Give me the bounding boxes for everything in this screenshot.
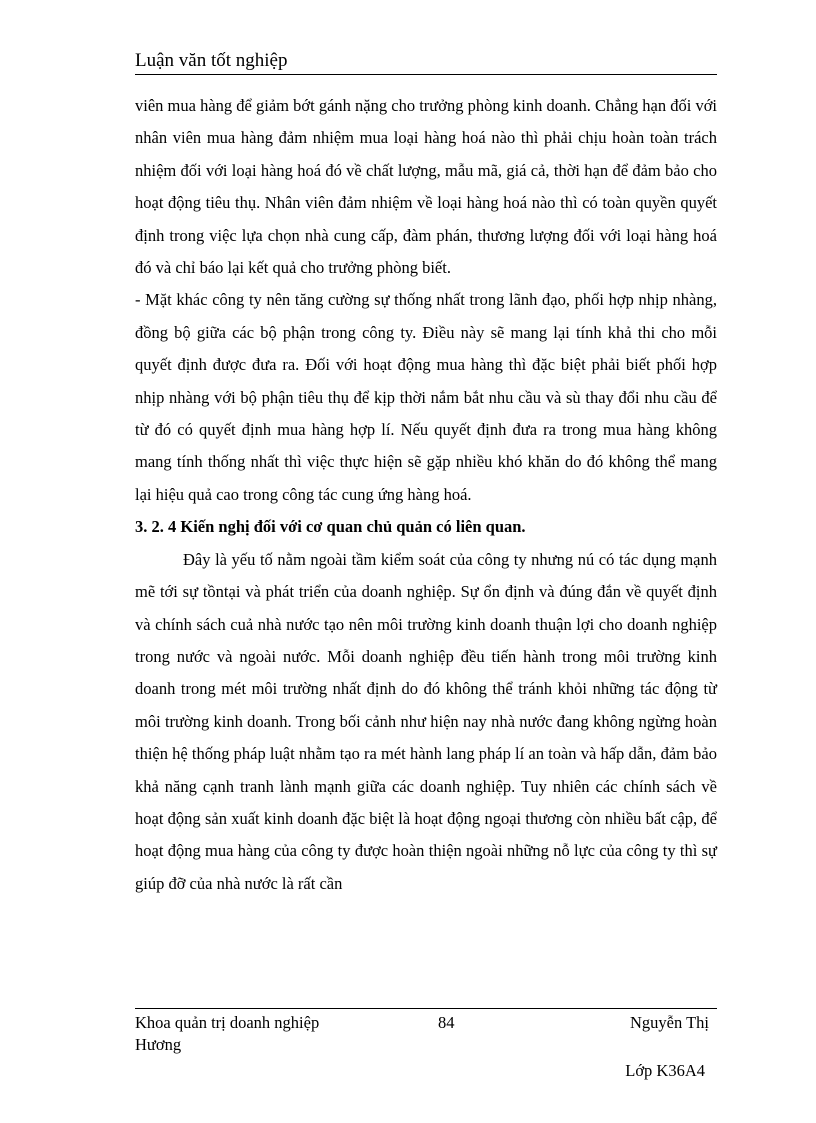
- page-number: 84: [438, 1013, 455, 1032]
- section-heading: 3. 2. 4 Kiến nghị đối với cơ quan chủ quản có liên quan.: [135, 517, 526, 537]
- footer-author-continued: Hương: [135, 1035, 182, 1054]
- paragraph-continuation: viên mua hàng để giảm bớt gánh nặng cho trưởng phòng kinh doanh. Chẳng hạn đối với nhân viên mua hàng đảm nhiệm mua loại hàng hoá nào thì phải chịu hoàn toàn trách nhiệm đối với loại hàng hoá đó về chất lượng, mẫu mã, giá cả, thời hạn để đảm bảo cho hoạt động tiêu thụ. Nhân viên đảm nhiệm về loại hàng hoá nào thì có toàn quyền quyết định trong việc lựa chọn nhà cung cấp, đàm phán, thương lượng đối với loại hàng hoá đó và chỉ báo lại kết quả cho trưởng phòng biết.: [135, 96, 717, 278]
- page-header: [135, 48, 717, 75]
- footer-class: Lớp K36A4: [625, 1061, 705, 1080]
- header-title: Luận văn tốt nghiệp: [135, 50, 288, 71]
- paragraph-bullet: - Mặt khác công ty nên tăng cường sự thống nhất trong lãnh đạo, phối hợp nhịp nhàng, đồng bộ giữa các bộ phận trong công ty. Điều này sẽ mang lại tính khả thi cho mỗi quyết định được đưa ra. Đối với hoạt động mua hàng thì đặc biệt phải biết phối hợp nhịp nhàng với bộ phận tiêu thụ để kịp thời nắm bắt nhu cầu và sù thay đổi nhu cầu để từ đó có quyết định mua hàng hợp lí. Nếu quyết định đưa ra trong mua hàng không mang tính thống nhất thì việc thực hiện sẽ gặp nhiều khó khăn do đó không thể mang lại hiệu quả cao trong công tác cung ứng hàng hoá.: [135, 290, 717, 504]
- footer-divider: [135, 1008, 717, 1009]
- footer-author: Nguyễn Thị: [630, 1013, 709, 1032]
- page-body: [135, 90, 717, 900]
- paragraph-main: Đây là yếu tố nằm ngoài tầm kiểm soát của công ty nhưng nú có tác dụng mạnh mẽ tới sự tồntại và phát triển của doanh nghiệp. Sự ổn định và đúng đắn về quyết định và chính sách cuả nhà nước tạo nên môi trường kinh doanh thuận lợi cho doanh nghiệp trong nước và ngoài nước. Mỗi doanh nghiệp đều tiến hành trong môi trường kinh doanh trong mét môi trường nhất định do đó không thể tránh khỏi những tác động từ môi trường kinh doanh. Trong bối cảnh như hiện nay nhà nước đang không ngừng hoàn thiện hệ thống pháp luật nhằm tạo ra mét hành lang pháp lí an toàn và hấp dẫn, đảm bảo khả năng cạnh tranh lành mạnh giữa các doanh nghiệp. Tuy nhiên các chính sách về hoạt động sản xuất kinh doanh đặc biệt là hoạt động ngoại thương còn nhiều bất cập, để hoạt động mua hàng của công ty được hoàn thiện ngoài những nỗ lực của công ty thì sự giúp đỡ của nhà nước là rất cần: [135, 549, 717, 893]
- footer-faculty: Khoa quản trị doanh nghiệp: [135, 1013, 320, 1032]
